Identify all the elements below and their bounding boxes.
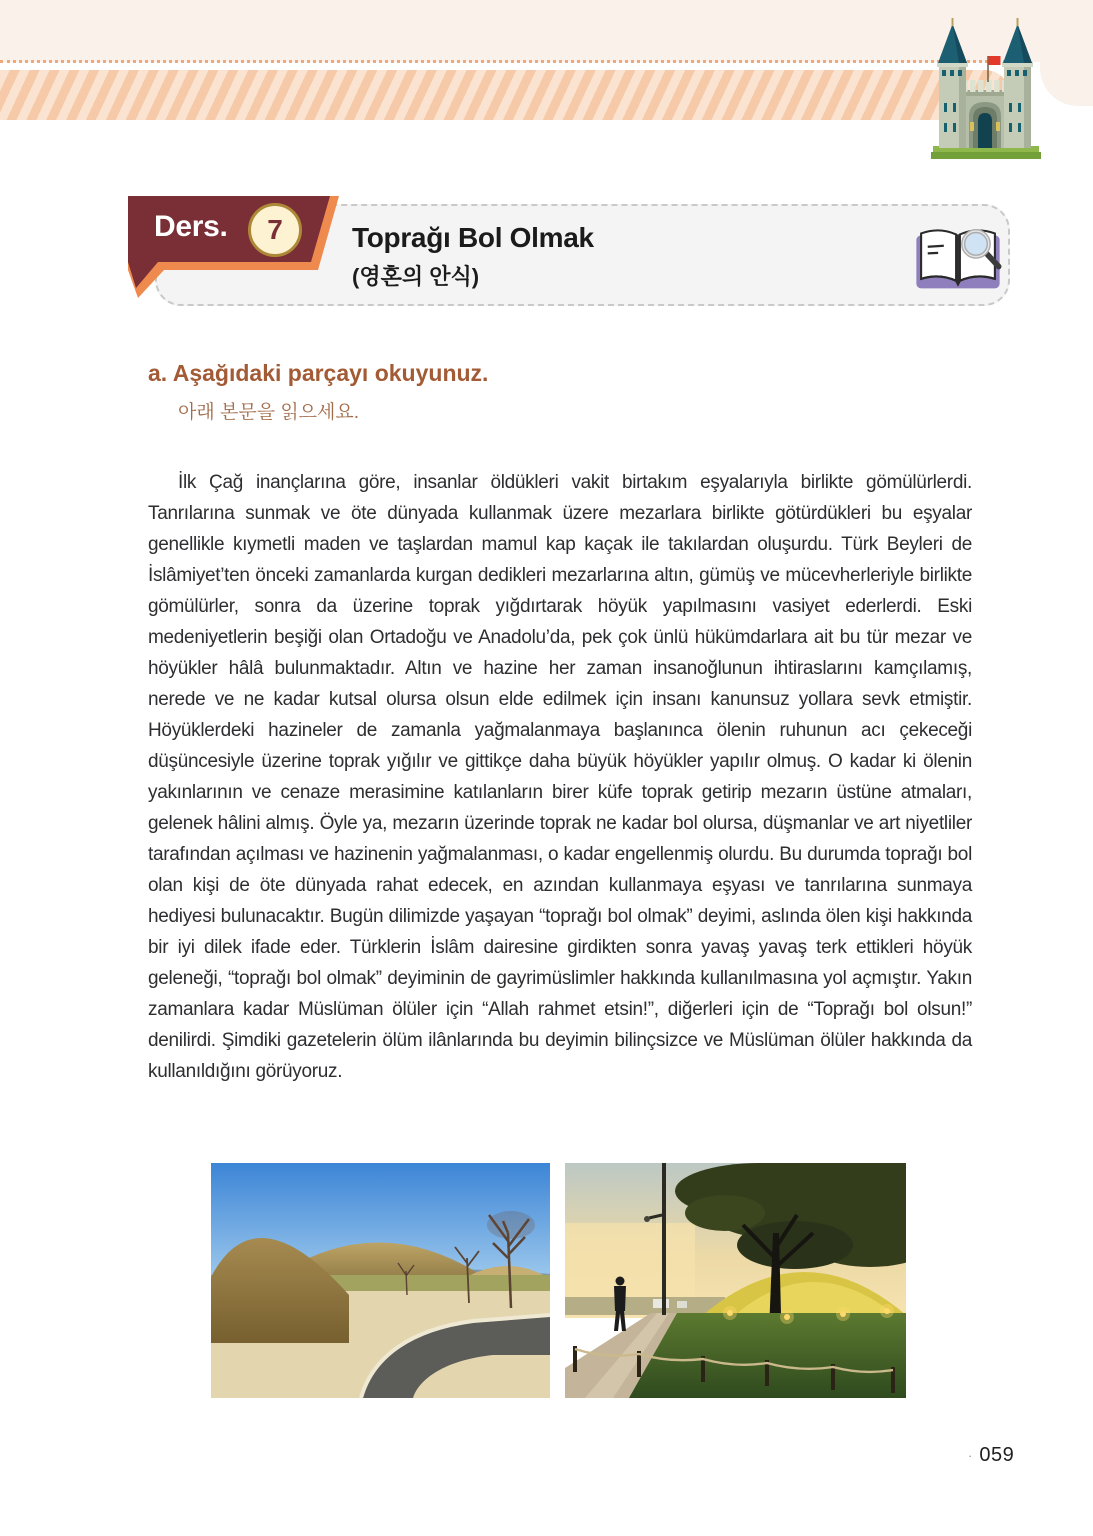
section-a-heading: a. Aşağıdaki parçayı okuyunuz. [148, 360, 489, 386]
page-number-bullet: · [968, 1448, 973, 1463]
page-number: 059 [979, 1444, 1015, 1466]
castle-icon [931, 18, 1041, 162]
lesson-badge [126, 196, 340, 300]
lesson-label: Ders. [154, 210, 228, 243]
photo-burial-mounds-day [211, 1163, 550, 1398]
striped-band [0, 70, 1010, 120]
burial-mounds-day-image [211, 1163, 550, 1398]
lesson-title: Toprağı Bol Olmak [352, 222, 594, 253]
reading-passage: İlk Çağ inançlarına göre, insanlar öldükleri vakit birtakım eşyalarıyla birlikte gömülürlerdi. Tanrılarına sunmak ve öte dünyada kullanmak üzere mezarlara birlikte götürdükleri bu eşyalar genellikle kıymetli maden ve taşlardan mamul kap kaçak ile takılardan oluşurdu. Türk Beyleri de İslâmiyet’ten önceki zamanlarda kurgan dedikleri mezarlarına altın, gümüş ve mücevherleriyle birlikte gömülürler, sonra da üzerine toprak yığdırtarak höyük yapılmasını vasiyet ederlerdi. Eski medeniyetlerin beşiği olan Ortadoğu ve Anadolu’da, pek çok ünlü hükümdarlara ait bu tür mezar ve höyükler hâlâ bulunmaktadır. Altın ve hazine her zaman insanoğlunun ihtiraslarını kamçılamış, nerede ve ne kadar kutsal olursa olsun elde edilmek için insanı kanunsuz yollara sevk etmiştir. Höyüklerdeki hazineler de zamanla yağmalanmaya başlanınca ölenin ruhunun acı çekeceği düşüncesiyle üzerine toprak yığılır ve gittikçe daha büyük höyükler yapılır olmuş. O kadar ki ölenin yakınlarının ve cenaze merasimine katılanların birer küfe toprak getirip mezarın üstüne atmaları, gelenek hâlini almış. Öyle ya, mezarın üzerinde toprak ne kadar bol olursa, düşmanlar ve art niyetliler tarafından açılması ve hazinenin yağmalanması, o kadar engellenmiş olurdu. Bu durumda toprağı bol olan kişi de öte dünyada rahat edecek, en azından kullanmaya eşyası ve tanrılarına sunmaya hediyesi bulunacaktır. Bugün dilimizde yaşayan “toprağı bol olmak” deyimi, aslında ölen kişi hakkında bir iyi dilek ifade eder. Türklerin İslâm dairesine girdikten sonra yavaş yavaş terk ettikleri höyük geleneği, “toprağı bol olmak” deyiminin de gayrimüslimler hakkında kullanılmasına yol açmıştır. Yakın zamanlara kadar Müslüman ölüler için “Allah rahmet etsin!”, diğerleri için de “Toprağı bol olsun!” denilirdi. Şimdiki gazetelerin ölüm ilânlarında bu deyimin bilinçsizce ve Müslüman ölüler hakkında da kullanıldığını görüyoruz. [148, 472, 972, 1082]
photo-burial-mound-dusk [565, 1163, 906, 1398]
dotted-divider [0, 60, 1012, 63]
top-cream-band [0, 0, 1093, 62]
lesson-number-circle [248, 203, 302, 257]
lesson-subtitle-korean: (영혼의 안식) [352, 264, 480, 289]
burial-mound-dusk-image [565, 1163, 906, 1398]
lesson-number: 7 [267, 214, 283, 245]
section-a-heading-korean: 아래 본문을 읽으세요. [178, 402, 360, 423]
top-cream-right-extension [1040, 0, 1093, 106]
page-number-row [968, 1444, 1014, 1467]
book-search-icon [909, 224, 1007, 294]
